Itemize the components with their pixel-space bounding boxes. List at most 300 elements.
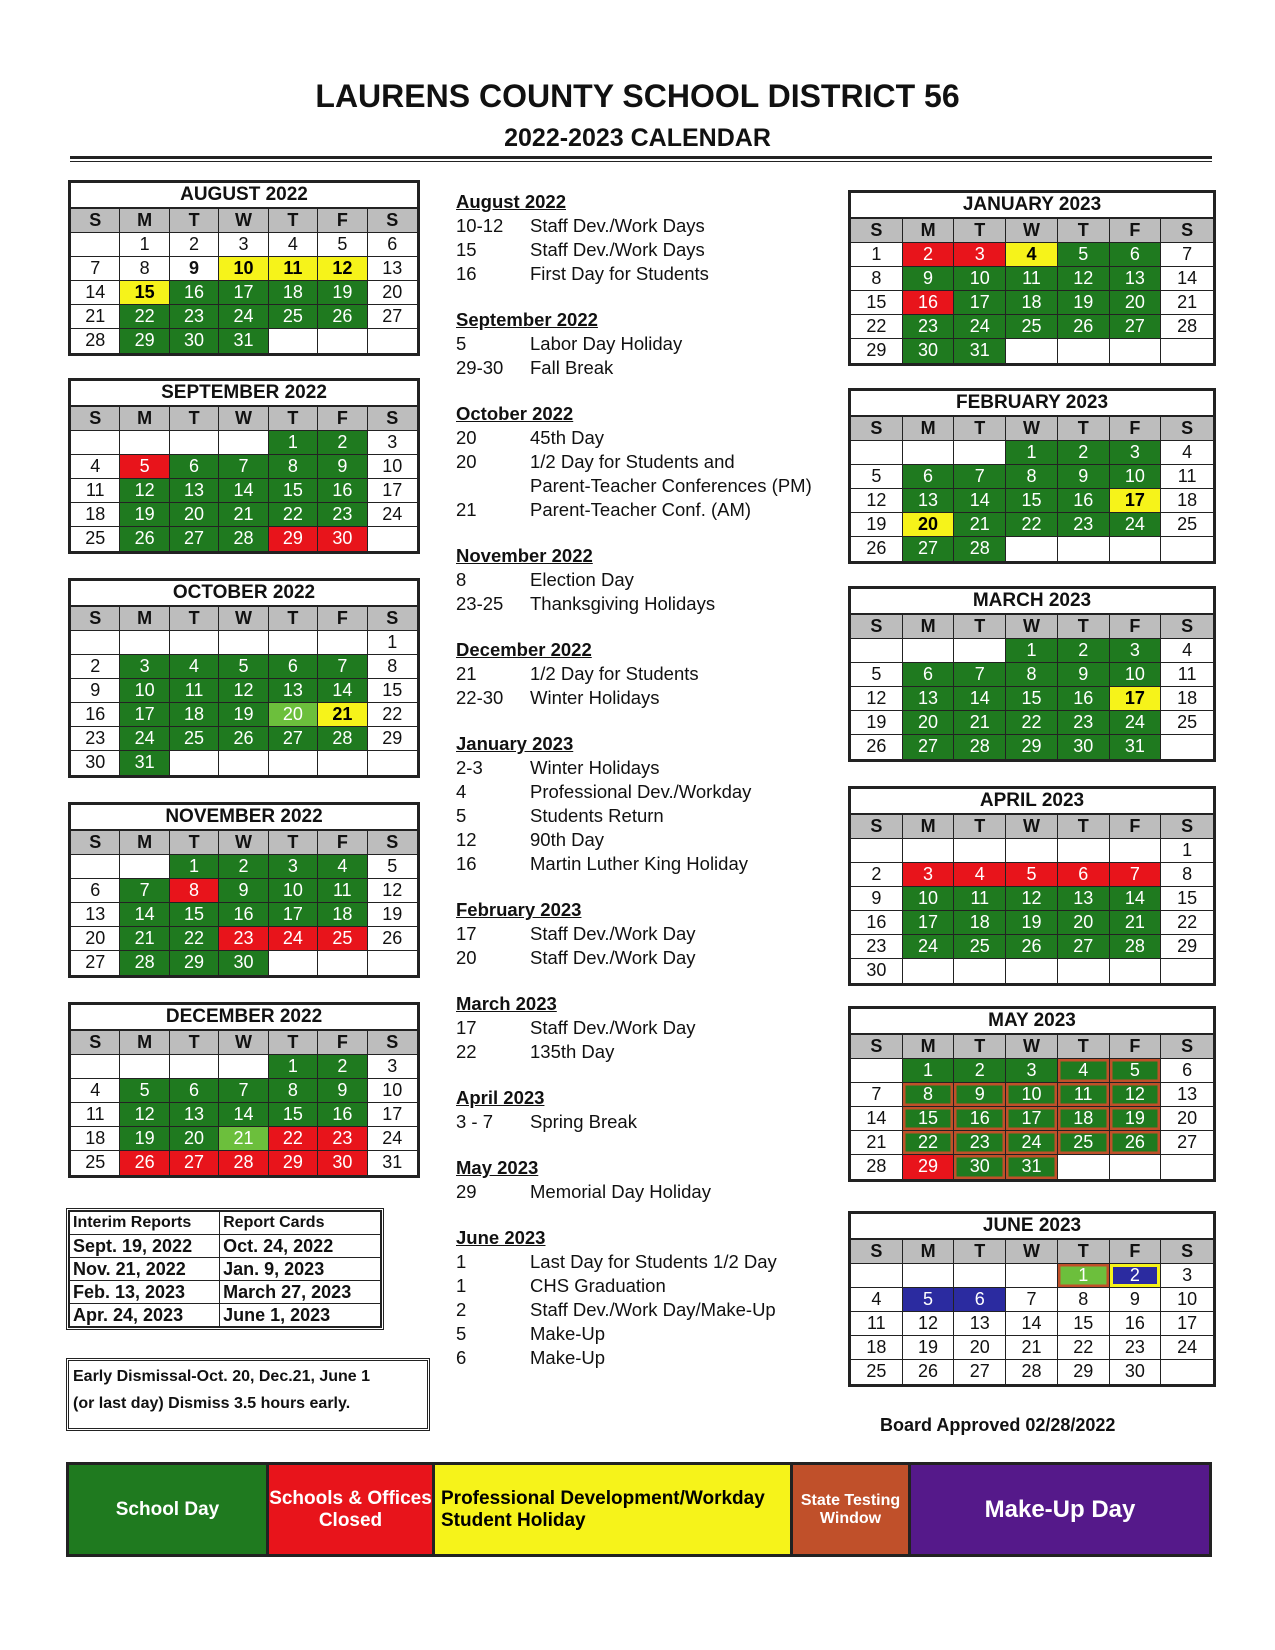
day-cell: 18 — [1058, 1107, 1110, 1131]
day-cell: 22 — [851, 315, 903, 339]
calendar-september-2022 — [68, 378, 420, 554]
event-date: 5 — [456, 805, 467, 826]
day-cell: 12 — [318, 257, 367, 281]
event-date: 2-3 — [456, 757, 483, 778]
day-cell: 17 — [368, 1103, 417, 1127]
event-description: Martin Luther King Holiday — [530, 853, 748, 874]
day-cell: 4 — [318, 855, 367, 879]
day-cell: 30 — [71, 751, 120, 775]
weekday-header: S — [71, 1031, 120, 1055]
day-cell: 21 — [954, 711, 1006, 735]
day-cell: 3 — [903, 863, 955, 887]
day-cell: 21 — [120, 927, 169, 951]
empty-day-cell — [71, 431, 120, 455]
day-cell: 7 — [954, 663, 1006, 687]
empty-day-cell — [903, 441, 955, 465]
legend-school-day: School Day — [69, 1465, 269, 1554]
day-cell: 10 — [269, 879, 318, 903]
legend-closed: Schools & Offices Closed — [269, 1465, 435, 1554]
day-cell: 24 — [368, 503, 417, 527]
weekday-header: S — [1161, 417, 1213, 441]
day-cell: 3 — [219, 233, 268, 257]
day-cell: 6 — [903, 663, 955, 687]
event-date: 29 — [456, 1181, 477, 1202]
day-cell: 15 — [1006, 489, 1058, 513]
day-cell: 7 — [954, 465, 1006, 489]
day-cell: 17 — [219, 281, 268, 305]
day-cell: 14 — [1110, 887, 1162, 911]
day-cell: 5 — [1110, 1059, 1162, 1083]
weekday-header: W — [219, 1031, 268, 1055]
weekday-header: F — [318, 407, 367, 431]
day-cell: 24 — [1161, 1336, 1213, 1360]
day-cell: 12 — [851, 489, 903, 513]
day-cell: 10 — [120, 679, 169, 703]
day-cell: 14 — [318, 679, 367, 703]
day-cell: 20 — [269, 703, 318, 727]
event-description: 135th Day — [530, 1041, 615, 1062]
day-cell: 8 — [1058, 1288, 1110, 1312]
day-cell: 28 — [1006, 1360, 1058, 1384]
day-cell: 28 — [71, 329, 120, 353]
day-cell: 30 — [219, 951, 268, 975]
day-cell: 15 — [120, 281, 169, 305]
day-cell: 26 — [851, 537, 903, 561]
empty-day-cell — [269, 631, 318, 655]
legend-makeup: Make-Up Day — [911, 1465, 1209, 1554]
day-cell: 3 — [954, 243, 1006, 267]
empty-day-cell — [170, 751, 219, 775]
calendar-november-2022 — [68, 802, 420, 978]
day-cell: 26 — [120, 1151, 169, 1175]
day-cell: 22 — [368, 703, 417, 727]
weekday-header: F — [318, 209, 367, 233]
calendar-month-title: SEPTEMBER 2022 — [71, 381, 417, 407]
day-cell: 29 — [903, 1155, 955, 1179]
interim-date: Sept. 19, 2022 — [70, 1235, 220, 1258]
weekday-header: F — [1110, 615, 1162, 639]
day-cell: 14 — [219, 479, 268, 503]
day-cell: 11 — [71, 479, 120, 503]
empty-day-cell — [903, 1264, 955, 1288]
day-cell: 20 — [1110, 291, 1162, 315]
event-month-heading: January 2023 — [456, 733, 574, 754]
empty-day-cell — [120, 1055, 169, 1079]
day-cell: 8 — [170, 879, 219, 903]
event-row — [456, 1016, 846, 1040]
day-cell: 7 — [1110, 863, 1162, 887]
day-cell: 27 — [170, 527, 219, 551]
day-cell: 25 — [170, 727, 219, 751]
event-row — [456, 1180, 846, 1204]
weekday-header: T — [1058, 1240, 1110, 1264]
weekday-header: M — [120, 407, 169, 431]
weekday-header: T — [170, 1031, 219, 1055]
day-cell: 1 — [903, 1059, 955, 1083]
event-month-heading: September 2022 — [456, 309, 598, 330]
empty-day-cell — [1058, 537, 1110, 561]
day-cell: 15 — [903, 1107, 955, 1131]
day-cell: 13 — [954, 1312, 1006, 1336]
day-cell: 23 — [219, 927, 268, 951]
day-cell: 25 — [318, 927, 367, 951]
day-cell: 29 — [170, 951, 219, 975]
empty-day-cell — [954, 639, 1006, 663]
empty-day-cell — [1110, 1155, 1162, 1179]
weekday-header: T — [269, 209, 318, 233]
day-cell: 5 — [903, 1288, 955, 1312]
empty-day-cell — [903, 959, 955, 983]
empty-day-cell — [120, 431, 169, 455]
day-cell: 7 — [1006, 1288, 1058, 1312]
day-cell: 7 — [219, 1079, 268, 1103]
empty-day-cell — [170, 431, 219, 455]
day-cell: 6 — [1161, 1059, 1213, 1083]
empty-day-cell — [368, 329, 417, 353]
day-cell: 24 — [120, 727, 169, 751]
event-description: Staff Dev./Work Days — [530, 215, 705, 236]
event-description: 45th Day — [530, 427, 605, 448]
day-cell: 19 — [318, 281, 367, 305]
interim-date: Apr. 24, 2023 — [70, 1304, 220, 1327]
event-date: 4 — [456, 781, 467, 802]
day-cell: 2 — [903, 243, 955, 267]
day-cell: 16 — [170, 281, 219, 305]
empty-day-cell — [1110, 959, 1162, 983]
day-cell: 2 — [1058, 639, 1110, 663]
weekday-header: M — [903, 1035, 955, 1059]
event-month-heading: May 2023 — [456, 1157, 539, 1178]
day-cell: 15 — [1058, 1312, 1110, 1336]
day-cell: 14 — [120, 903, 169, 927]
event-row — [456, 852, 846, 876]
empty-day-cell — [1110, 339, 1162, 363]
day-cell: 2 — [170, 233, 219, 257]
empty-day-cell — [318, 951, 367, 975]
day-cell: 8 — [851, 267, 903, 291]
event-row — [456, 450, 846, 474]
events-list — [456, 190, 846, 1370]
empty-day-cell — [851, 839, 903, 863]
day-cell: 3 — [1006, 1059, 1058, 1083]
weekday-header: W — [1006, 615, 1058, 639]
day-cell: 31 — [120, 751, 169, 775]
day-cell: 11 — [1058, 1083, 1110, 1107]
empty-day-cell — [318, 631, 367, 655]
day-cell: 17 — [368, 479, 417, 503]
day-cell: 11 — [1006, 267, 1058, 291]
weekday-header: M — [903, 219, 955, 243]
day-cell: 25 — [71, 1151, 120, 1175]
event-description: 90th Day — [530, 829, 605, 850]
day-cell: 18 — [851, 1336, 903, 1360]
day-cell: 2 — [954, 1059, 1006, 1083]
day-cell: 3 — [368, 1055, 417, 1079]
day-cell: 2 — [71, 655, 120, 679]
weekday-header: S — [1161, 1240, 1213, 1264]
day-cell: 25 — [954, 935, 1006, 959]
day-cell: 9 — [954, 1083, 1006, 1107]
day-cell: 11 — [170, 679, 219, 703]
day-cell: 27 — [170, 1151, 219, 1175]
day-cell: 19 — [1058, 291, 1110, 315]
empty-day-cell — [318, 329, 367, 353]
event-description: Memorial Day Holiday — [530, 1181, 711, 1202]
day-cell: 2 — [1110, 1264, 1162, 1288]
report-cards-header: Report Cards — [220, 1212, 381, 1235]
empty-day-cell — [368, 527, 417, 551]
day-cell: 14 — [954, 687, 1006, 711]
day-cell: 5 — [120, 455, 169, 479]
event-row — [456, 568, 846, 592]
weekday-header: M — [120, 1031, 169, 1055]
event-date: 12 — [456, 829, 477, 850]
day-cell: 5 — [120, 1079, 169, 1103]
day-cell: 9 — [851, 887, 903, 911]
day-cell: 20 — [954, 1336, 1006, 1360]
day-cell: 30 — [318, 527, 367, 551]
event-description: Staff Dev./Work Day/Make-Up — [530, 1299, 776, 1320]
event-description: 1/2 Day for Students and — [530, 451, 735, 472]
day-cell: 26 — [120, 527, 169, 551]
day-cell: 26 — [368, 927, 417, 951]
event-description: Labor Day Holiday — [530, 333, 683, 354]
event-row — [456, 1298, 846, 1322]
day-cell: 26 — [1058, 315, 1110, 339]
event-description: Winter Holidays — [530, 687, 660, 708]
day-cell: 1 — [1161, 839, 1213, 863]
day-cell: 31 — [219, 329, 268, 353]
early-dismissal-line2: (or last day) Dismiss 3.5 hours early. — [73, 1395, 351, 1412]
day-cell: 11 — [1161, 465, 1213, 489]
event-description: Staff Dev./Work Days — [530, 239, 705, 260]
calendar-february-2023 — [848, 388, 1216, 564]
header-divider-thin — [70, 161, 1212, 162]
day-cell: 4 — [71, 455, 120, 479]
event-month-heading: April 2023 — [456, 1087, 545, 1108]
day-cell: 16 — [1058, 687, 1110, 711]
day-cell: 19 — [1006, 911, 1058, 935]
event-date: 1 — [456, 1275, 467, 1296]
day-cell: 29 — [1161, 935, 1213, 959]
weekday-header: T — [1058, 615, 1110, 639]
event-date: 1 — [456, 1251, 467, 1272]
day-cell: 3 — [1110, 441, 1162, 465]
weekday-header: F — [1110, 1240, 1162, 1264]
event-description: Last Day for Students 1/2 Day — [530, 1251, 777, 1272]
weekday-header: S — [368, 1031, 417, 1055]
weekday-header: S — [1161, 219, 1213, 243]
day-cell: 28 — [1110, 935, 1162, 959]
day-cell: 1 — [851, 243, 903, 267]
event-row — [456, 946, 846, 970]
calendar-month-title: JANUARY 2023 — [851, 193, 1213, 219]
day-cell: 17 — [1006, 1107, 1058, 1131]
day-cell: 21 — [318, 703, 367, 727]
event-description: Staff Dev./Work Day — [530, 923, 696, 944]
day-cell: 24 — [903, 935, 955, 959]
day-cell: 11 — [71, 1103, 120, 1127]
empty-day-cell — [1006, 839, 1058, 863]
empty-day-cell — [170, 631, 219, 655]
event-row — [456, 426, 846, 450]
day-cell: 17 — [120, 703, 169, 727]
event-date — [456, 474, 530, 498]
weekday-header: M — [120, 831, 169, 855]
weekday-header: T — [170, 831, 219, 855]
empty-day-cell — [954, 1264, 1006, 1288]
day-cell: 5 — [368, 855, 417, 879]
calendar-august-2022 — [68, 180, 420, 356]
empty-day-cell — [71, 233, 120, 257]
event-row — [456, 498, 846, 522]
day-cell: 21 — [1110, 911, 1162, 935]
calendar-month-title: OCTOBER 2022 — [71, 581, 417, 607]
day-cell: 28 — [120, 951, 169, 975]
day-cell: 16 — [318, 1103, 367, 1127]
day-cell: 25 — [1058, 1131, 1110, 1155]
empty-day-cell — [903, 639, 955, 663]
day-cell: 8 — [1161, 863, 1213, 887]
day-cell: 27 — [1058, 935, 1110, 959]
event-date: 23-25 — [456, 593, 504, 614]
empty-day-cell — [1161, 1360, 1213, 1384]
event-row — [456, 1346, 846, 1370]
event-date: 20 — [456, 947, 477, 968]
day-cell: 22 — [120, 305, 169, 329]
calendar-october-2022 — [68, 578, 420, 778]
day-cell: 10 — [1161, 1288, 1213, 1312]
calendar-may-2023 — [848, 1006, 1216, 1182]
day-cell: 13 — [71, 903, 120, 927]
event-date: 21 — [456, 663, 477, 684]
event-date: 17 — [456, 1017, 477, 1038]
event-description: Thanksgiving Holidays — [530, 593, 716, 614]
day-cell: 23 — [318, 503, 367, 527]
weekday-header: F — [318, 831, 367, 855]
event-row — [456, 592, 846, 616]
day-cell: 12 — [120, 1103, 169, 1127]
empty-day-cell — [1161, 537, 1213, 561]
day-cell: 9 — [71, 679, 120, 703]
day-cell: 28 — [851, 1155, 903, 1179]
empty-day-cell — [71, 855, 120, 879]
day-cell: 7 — [1161, 243, 1213, 267]
day-cell: 23 — [851, 935, 903, 959]
day-cell: 16 — [71, 703, 120, 727]
weekday-header: S — [368, 407, 417, 431]
event-description: Winter Holidays — [530, 757, 660, 778]
day-cell: 20 — [1058, 911, 1110, 935]
day-cell: 23 — [1058, 513, 1110, 537]
event-date: 17 — [456, 923, 477, 944]
header-divider — [70, 156, 1212, 159]
day-cell: 26 — [219, 727, 268, 751]
day-cell: 6 — [954, 1288, 1006, 1312]
day-cell: 9 — [318, 455, 367, 479]
day-cell: 14 — [851, 1107, 903, 1131]
event-row — [456, 780, 846, 804]
weekday-header: S — [71, 407, 120, 431]
weekday-header: T — [1058, 417, 1110, 441]
weekday-header: F — [1110, 1035, 1162, 1059]
day-cell: 12 — [368, 879, 417, 903]
weekday-header: T — [269, 831, 318, 855]
early-dismissal-line1: Early Dismissal-Oct. 20, Dec.21, June 1 — [73, 1368, 371, 1385]
calendar-december-2022 — [68, 1002, 420, 1178]
day-cell: 16 — [1110, 1312, 1162, 1336]
event-date: 15 — [456, 239, 477, 260]
event-row — [456, 804, 846, 828]
calendar-grid — [71, 209, 417, 353]
weekday-header: S — [1161, 815, 1213, 839]
day-cell: 20 — [1161, 1107, 1213, 1131]
weekday-header: W — [219, 407, 268, 431]
day-cell: 26 — [318, 305, 367, 329]
weekday-header: M — [120, 607, 169, 631]
day-cell: 31 — [1006, 1155, 1058, 1179]
day-cell: 27 — [368, 305, 417, 329]
day-cell: 6 — [1110, 243, 1162, 267]
day-cell: 4 — [851, 1288, 903, 1312]
event-row — [456, 262, 846, 286]
day-cell: 17 — [903, 911, 955, 935]
day-cell: 10 — [903, 887, 955, 911]
empty-day-cell — [851, 441, 903, 465]
calendar-june-2023 — [848, 1211, 1216, 1387]
weekday-header: T — [269, 607, 318, 631]
day-cell: 23 — [1058, 711, 1110, 735]
weekday-header: M — [903, 1240, 955, 1264]
day-cell: 29 — [368, 727, 417, 751]
empty-day-cell — [318, 751, 367, 775]
day-cell: 29 — [120, 329, 169, 353]
day-cell: 27 — [954, 1360, 1006, 1384]
event-date: 5 — [456, 333, 467, 354]
empty-day-cell — [219, 631, 268, 655]
weekday-header: W — [219, 607, 268, 631]
event-row — [456, 356, 846, 380]
day-cell: 27 — [903, 537, 955, 561]
weekday-header: T — [1058, 815, 1110, 839]
event-row — [456, 1040, 846, 1064]
day-cell: 17 — [954, 291, 1006, 315]
event-description: Parent-Teacher Conferences (PM) — [530, 475, 812, 496]
day-cell: 15 — [368, 679, 417, 703]
day-cell: 20 — [368, 281, 417, 305]
day-cell: 27 — [71, 951, 120, 975]
calendar-month-title: DECEMBER 2022 — [71, 1005, 417, 1031]
day-cell: 6 — [1058, 863, 1110, 887]
empty-day-cell — [851, 1264, 903, 1288]
weekday-header: F — [1110, 219, 1162, 243]
day-cell: 4 — [954, 863, 1006, 887]
event-date: 29-30 — [456, 357, 504, 378]
day-cell: 10 — [1110, 663, 1162, 687]
day-cell: 24 — [219, 305, 268, 329]
day-cell: 25 — [1161, 711, 1213, 735]
day-cell: 26 — [1006, 935, 1058, 959]
day-cell: 7 — [851, 1083, 903, 1107]
day-cell: 1 — [120, 233, 169, 257]
day-cell: 19 — [1110, 1107, 1162, 1131]
day-cell: 23 — [903, 315, 955, 339]
day-cell: 1 — [269, 431, 318, 455]
weekday-header: S — [1161, 1035, 1213, 1059]
calendar-march-2023 — [848, 586, 1216, 762]
day-cell: 2 — [1058, 441, 1110, 465]
district-title: LAURENS COUNTY SCHOOL DISTRICT 56 — [315, 78, 960, 114]
